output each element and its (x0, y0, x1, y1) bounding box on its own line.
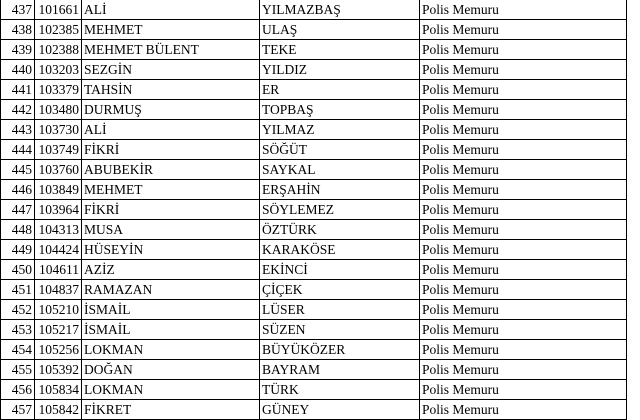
registry-number-cell: 103730 (35, 120, 82, 140)
registry-number-cell: 102388 (35, 40, 82, 60)
first-name-cell: AZİZ (82, 260, 260, 280)
registry-number-cell: 102385 (35, 20, 82, 40)
first-name-cell: DOĞAN (82, 360, 260, 380)
first-name-cell: ABUBEKİR (82, 160, 260, 180)
row-number-cell: 454 (1, 340, 35, 360)
job-title-cell: Polis Memuru (420, 200, 627, 220)
first-name-cell: HÜSEYİN (82, 240, 260, 260)
table-row (1, 140, 627, 160)
row-number-cell: 453 (1, 320, 35, 340)
first-name-cell: FİKRİ (82, 140, 260, 160)
row-number-cell: 455 (1, 360, 35, 380)
table-row (1, 340, 627, 360)
registry-number-cell: 105842 (35, 400, 82, 420)
row-number-cell: 442 (1, 100, 35, 120)
first-name-cell: LOKMAN (82, 340, 260, 360)
table-row (1, 20, 627, 40)
row-number-cell: 438 (1, 20, 35, 40)
first-name-cell: MUSA (82, 220, 260, 240)
registry-number-cell: 105392 (35, 360, 82, 380)
first-name-cell: FİKRİ (82, 200, 260, 220)
registry-number-cell: 103379 (35, 80, 82, 100)
surname-cell: YILDIZ (260, 60, 420, 80)
job-title-cell: Polis Memuru (420, 260, 627, 280)
first-name-cell: RAMAZAN (82, 280, 260, 300)
table-row (1, 60, 627, 80)
table-row (1, 360, 627, 380)
row-number-cell: 437 (1, 0, 35, 20)
surname-cell: EKİNCİ (260, 260, 420, 280)
registry-number-cell: 103964 (35, 200, 82, 220)
first-name-cell: İSMAİL (82, 300, 260, 320)
row-number-cell: 444 (1, 140, 35, 160)
surname-cell: ER (260, 80, 420, 100)
row-number-cell: 449 (1, 240, 35, 260)
row-number-cell: 447 (1, 200, 35, 220)
surname-cell: ÖZTÜRK (260, 220, 420, 240)
registry-number-cell: 103760 (35, 160, 82, 180)
row-number-cell: 446 (1, 180, 35, 200)
surname-cell: SAYKAL (260, 160, 420, 180)
job-title-cell: Polis Memuru (420, 240, 627, 260)
table-row (1, 240, 627, 260)
row-number-cell: 450 (1, 260, 35, 280)
registry-number-cell: 104611 (35, 260, 82, 280)
table-row (1, 280, 627, 300)
table-row (1, 160, 627, 180)
row-number-cell: 439 (1, 40, 35, 60)
first-name-cell: SEZGİN (82, 60, 260, 80)
row-number-cell: 445 (1, 160, 35, 180)
surname-cell: ERŞAHİN (260, 180, 420, 200)
surname-cell: BAYRAM (260, 360, 420, 380)
first-name-cell: MEHMET (82, 180, 260, 200)
first-name-cell: TAHSİN (82, 80, 260, 100)
job-title-cell: Polis Memuru (420, 100, 627, 120)
row-number-cell: 457 (1, 400, 35, 420)
job-title-cell: Polis Memuru (420, 340, 627, 360)
surname-cell: KARAKÖSE (260, 240, 420, 260)
first-name-cell: DURMUŞ (82, 100, 260, 120)
row-number-cell: 456 (1, 380, 35, 400)
table-row (1, 100, 627, 120)
registry-number-cell: 103480 (35, 100, 82, 120)
registry-number-cell: 104424 (35, 240, 82, 260)
surname-cell: TÜRK (260, 380, 420, 400)
surname-cell: TOPBAŞ (260, 100, 420, 120)
surname-cell: YILMAZBAŞ (260, 0, 420, 20)
job-title-cell: Polis Memuru (420, 160, 627, 180)
job-title-cell: Polis Memuru (420, 320, 627, 340)
table-row (1, 220, 627, 240)
first-name-cell: ALİ (82, 120, 260, 140)
surname-cell: LÜSER (260, 300, 420, 320)
job-title-cell: Polis Memuru (420, 380, 627, 400)
first-name-cell: LOKMAN (82, 380, 260, 400)
surname-cell: SÖYLEMEZ (260, 200, 420, 220)
registry-number-cell: 104313 (35, 220, 82, 240)
first-name-cell: MEHMET (82, 20, 260, 40)
job-title-cell: Polis Memuru (420, 300, 627, 320)
job-title-cell: Polis Memuru (420, 80, 627, 100)
job-title-cell: Polis Memuru (420, 400, 627, 420)
row-number-cell: 448 (1, 220, 35, 240)
row-number-cell: 452 (1, 300, 35, 320)
surname-cell: SÜZEN (260, 320, 420, 340)
surname-cell: SÖĞÜT (260, 140, 420, 160)
registry-number-cell: 105217 (35, 320, 82, 340)
registry-number-cell: 101661 (35, 0, 82, 20)
job-title-cell: Polis Memuru (420, 220, 627, 240)
surname-cell: BÜYÜKÖZER (260, 340, 420, 360)
registry-number-cell: 105834 (35, 380, 82, 400)
registry-number-cell: 105210 (35, 300, 82, 320)
table-row (1, 40, 627, 60)
table-row (1, 300, 627, 320)
first-name-cell: ALİ (82, 0, 260, 20)
surname-cell: TEKE (260, 40, 420, 60)
job-title-cell: Polis Memuru (420, 40, 627, 60)
job-title-cell: Polis Memuru (420, 280, 627, 300)
surname-cell: GÜNEY (260, 400, 420, 420)
table-row (1, 120, 627, 140)
surname-cell: ULAŞ (260, 20, 420, 40)
first-name-cell: İSMAİL (82, 320, 260, 340)
registry-number-cell: 103749 (35, 140, 82, 160)
table-row (1, 400, 627, 420)
row-number-cell: 451 (1, 280, 35, 300)
surname-cell: YILMAZ (260, 120, 420, 140)
table-body (1, 0, 627, 420)
table-row (1, 200, 627, 220)
job-title-cell: Polis Memuru (420, 360, 627, 380)
registry-number-cell: 105256 (35, 340, 82, 360)
job-title-cell: Polis Memuru (420, 180, 627, 200)
row-number-cell: 441 (1, 80, 35, 100)
job-title-cell: Polis Memuru (420, 140, 627, 160)
first-name-cell: MEHMET BÜLENT (82, 40, 260, 60)
job-title-cell: Polis Memuru (420, 20, 627, 40)
table-row (1, 320, 627, 340)
table-row (1, 380, 627, 400)
table-row (1, 260, 627, 280)
table-row (1, 180, 627, 200)
row-number-cell: 440 (1, 60, 35, 80)
registry-number-cell: 103849 (35, 180, 82, 200)
table-row (1, 0, 627, 20)
job-title-cell: Polis Memuru (420, 0, 627, 20)
registry-number-cell: 104837 (35, 280, 82, 300)
job-title-cell: Polis Memuru (420, 120, 627, 140)
row-number-cell: 443 (1, 120, 35, 140)
registry-number-cell: 103203 (35, 60, 82, 80)
job-title-cell: Polis Memuru (420, 60, 627, 80)
table-row (1, 80, 627, 100)
surname-cell: ÇİÇEK (260, 280, 420, 300)
first-name-cell: FİKRET (82, 400, 260, 420)
